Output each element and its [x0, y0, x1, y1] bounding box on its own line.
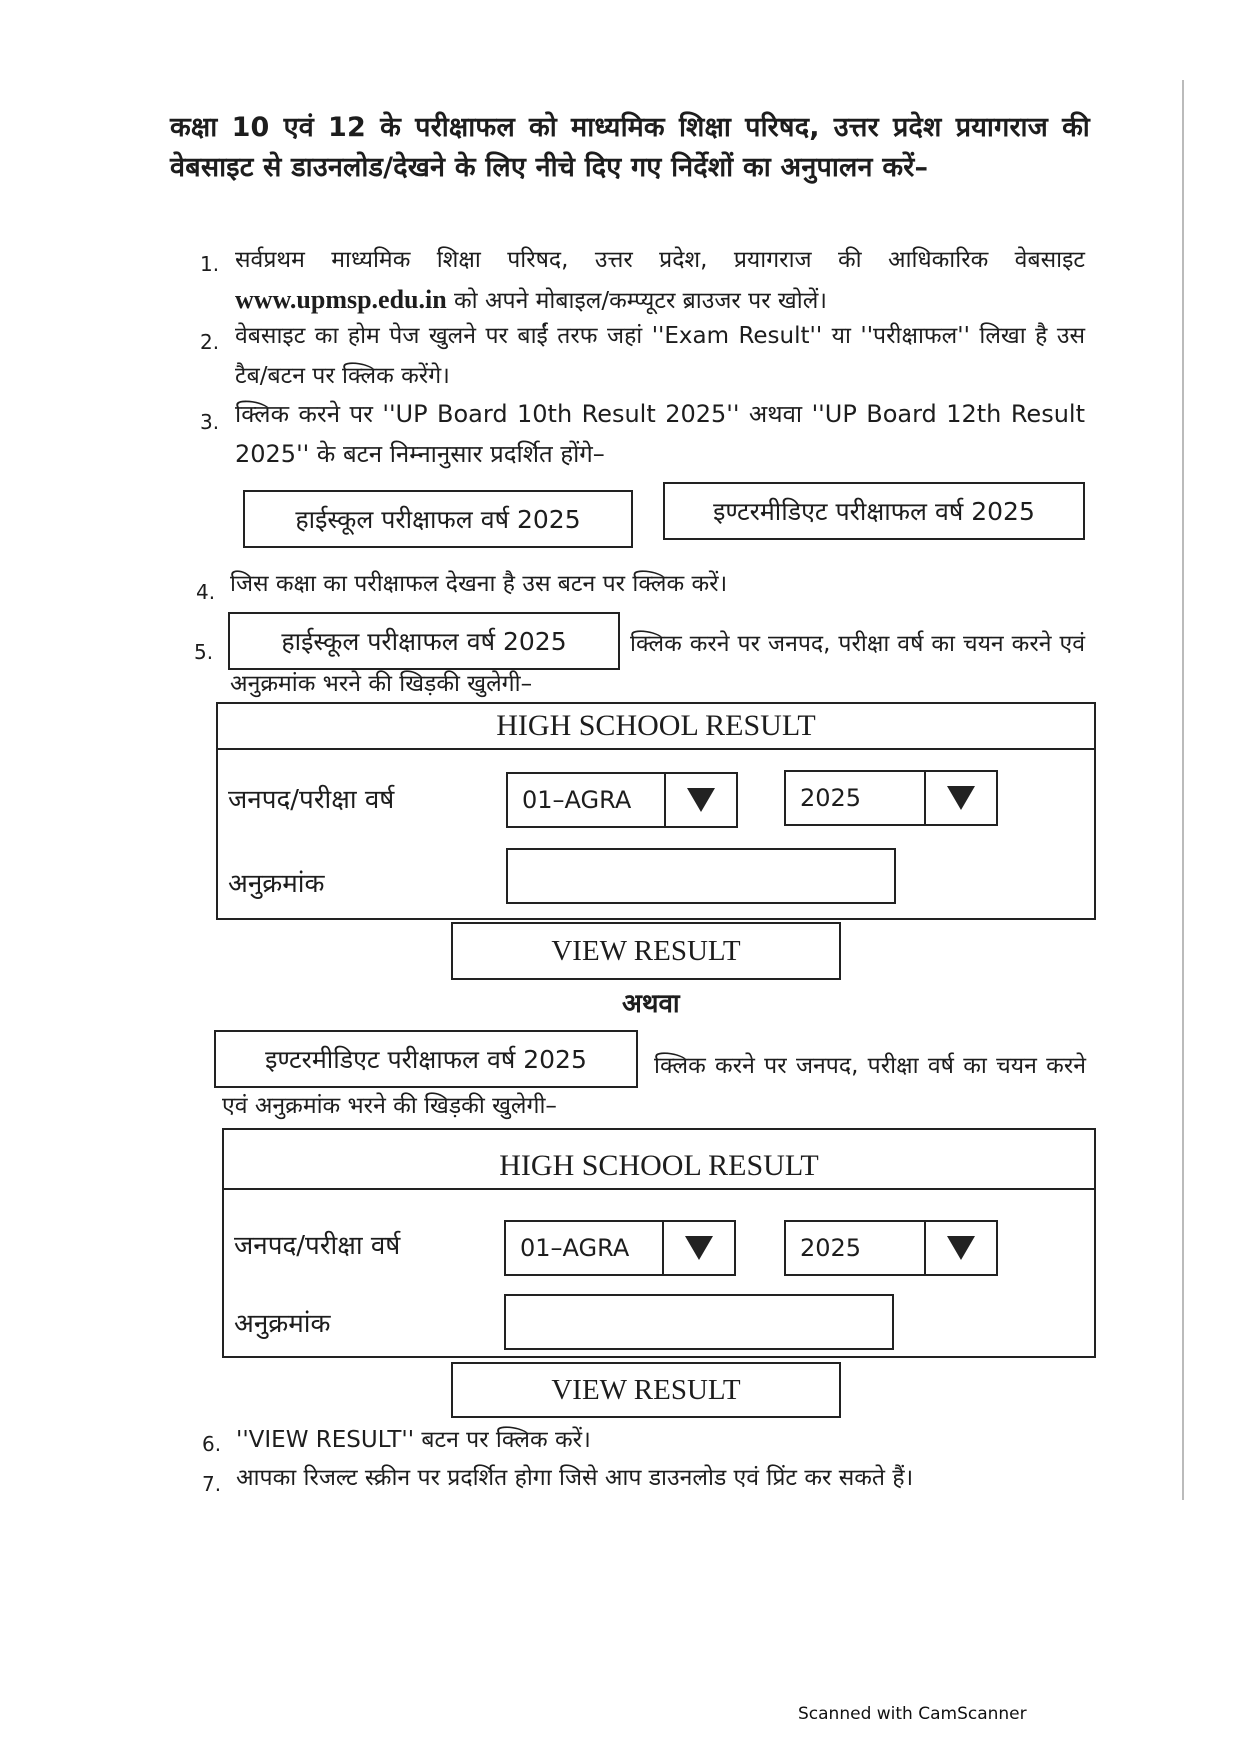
dropdown-arrow-icon[interactable] — [662, 1222, 734, 1274]
step-7-number: 7. — [202, 1472, 222, 1496]
scanner-watermark: Scanned with CamScanner — [798, 1704, 1027, 1724]
district-year-label: जनपद/परीक्षा वर्ष — [234, 1231, 401, 1261]
dropdown-arrow-icon[interactable] — [924, 772, 996, 824]
intermediate-result-button[interactable]: इण्टरमीडिएट परीक्षाफल वर्ष 2025 — [663, 482, 1085, 540]
scan-edge — [1182, 80, 1184, 1500]
step-5-number: 5. — [194, 640, 214, 664]
district-select[interactable] — [506, 772, 738, 828]
website-link[interactable]: www.upmsp.edu.in — [235, 285, 447, 314]
high-school-result-form — [216, 702, 1096, 920]
district-year-label: जनपद/परीक्षा वर्ष — [228, 785, 395, 815]
year-select[interactable] — [784, 1220, 998, 1276]
step-1-number: 1. — [200, 252, 220, 276]
step-1-text: सर्वप्रथम माध्यमिक शिक्षा परिषद, उत्तर प्रदेश, प्रयागराज की आधिकारिक वेबसाइट — [235, 247, 1085, 273]
step-4-text: जिस कक्षा का परीक्षाफल देखना है उस बटन पर क्लिक करें। — [230, 571, 728, 597]
step-5-text: क्लिक करने पर जनपद, परीक्षा वर्ष का चयन करने एवं अनुक्रमांक भरने की खिड़की खुलेगी– — [230, 631, 1085, 697]
highschool-result-button-step5[interactable]: हाईस्कूल परीक्षाफल वर्ष 2025 — [228, 612, 620, 670]
roll-number-label: अनुक्रमांक — [234, 1309, 331, 1339]
district-select-value: 01–AGRA — [520, 1234, 630, 1262]
view-result-button[interactable]: VIEW RESULT — [451, 922, 841, 980]
year-select-value: 2025 — [800, 1234, 862, 1262]
step-3-number: 3. — [200, 410, 220, 434]
step-1-text-after: को अपने मोबाइल/कम्प्यूटर ब्राउजर पर खोलें। — [446, 288, 828, 314]
district-select[interactable] — [504, 1220, 736, 1276]
intro-paragraph: कक्षा 10 एवं 12 के परीक्षाफल को माध्यमिक शिक्षा परिषद, उत्तर प्रदेश प्रयागराज की वेबसाइट से डाउनलोड/देखने के लिए नीचे दिए गए निर्देशों का अनुपालन करें– — [170, 112, 1090, 183]
form-title: HIGH SCHOOL RESULT — [224, 1144, 1094, 1190]
step-2-text: वेबसाइट का होम पेज खुलने पर बाईं तरफ जहां ''Exam Result'' या ''परीक्षाफल'' लिखा है उस टैब/बटन पर क्लिक करेंगे। — [235, 323, 1085, 389]
dropdown-arrow-icon[interactable] — [924, 1222, 996, 1274]
or-separator: अथवा — [622, 989, 680, 1019]
step-6-number: 6. — [202, 1432, 222, 1456]
roll-number-input[interactable] — [504, 1294, 894, 1350]
high-school-result-form-2 — [222, 1128, 1096, 1358]
step-7-text: आपका रिजल्ट स्क्रीन पर प्रदर्शित होगा जिसे आप डाउनलोड एवं प्रिंट कर सकते हैं। — [236, 1465, 914, 1491]
intermediate-instruction-text: क्लिक करने पर जनपद, परीक्षा वर्ष का चयन करने एवं अनुक्रमांक भरने की खिड़की खुलेगी– — [222, 1053, 1086, 1119]
step-2-number: 2. — [200, 330, 220, 354]
form-title: HIGH SCHOOL RESULT — [218, 704, 1094, 750]
district-select-value: 01–AGRA — [522, 786, 632, 814]
step-4-number: 4. — [196, 580, 216, 604]
highschool-result-button[interactable]: हाईस्कूल परीक्षाफल वर्ष 2025 — [243, 490, 633, 548]
roll-number-label: अनुक्रमांक — [228, 869, 325, 899]
dropdown-arrow-icon[interactable] — [664, 774, 736, 826]
year-select-value: 2025 — [800, 784, 862, 812]
roll-number-input[interactable] — [506, 848, 896, 904]
step-6-text: ''VIEW RESULT'' बटन पर क्लिक करें। — [236, 1427, 591, 1453]
year-select[interactable] — [784, 770, 998, 826]
step-1 — [235, 240, 1085, 321]
intermediate-result-button-step5[interactable]: इण्टरमीडिएट परीक्षाफल वर्ष 2025 — [214, 1030, 638, 1088]
step-3-text: क्लिक करने पर ''UP Board 10th Result 2025'' अथवा ''UP Board 12th Result 2025'' के बटन निम्नानुसार प्रदर्शित होंगे– — [235, 400, 1085, 468]
view-result-button[interactable]: VIEW RESULT — [451, 1362, 841, 1418]
